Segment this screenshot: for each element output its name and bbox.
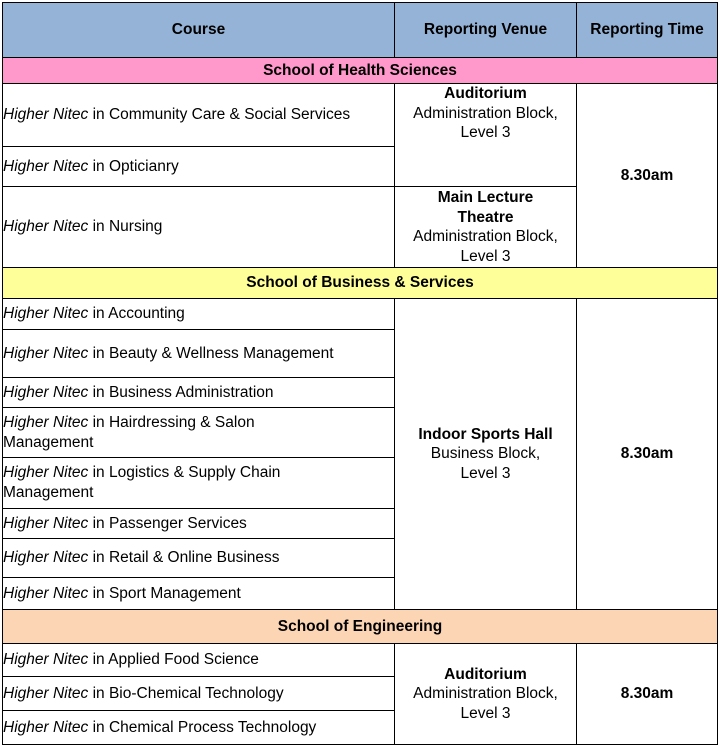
section-row-health [3, 58, 718, 84]
reporting-schedule-table [2, 2, 718, 745]
section-row-business [3, 268, 718, 299]
table-row [3, 84, 718, 147]
time-cell: 8.30am [577, 84, 718, 268]
header-venue: Reporting Venue [395, 3, 577, 58]
table-row [3, 299, 718, 330]
course-cell: Higher Nitec in Retail & Online Business [3, 539, 395, 578]
course-cell: Higher Nitec in Beauty & Wellness Management [3, 330, 395, 378]
section-row-engineering [3, 610, 718, 644]
course-cell: Higher Nitec in Nursing [3, 187, 395, 268]
venue-cell [395, 644, 577, 745]
venue-location: Administration Block, Level 3 [413, 104, 558, 141]
time-cell: 8.30am [577, 644, 718, 745]
section-title-health: School of Health Sciences [3, 58, 718, 84]
table-row [3, 644, 718, 677]
venue-name: Auditorium [444, 665, 527, 683]
course-cell: Higher Nitec in Applied Food Science [3, 644, 395, 677]
time-cell: 8.30am [577, 299, 718, 610]
section-title-business: School of Business & Services [3, 268, 718, 299]
course-cell: Higher Nitec in Hairdressing & Salon Management [3, 408, 395, 458]
venue-name: Indoor Sports Hall [418, 425, 553, 443]
course-cell: Higher Nitec in Bio-Chemical Technology [3, 677, 395, 711]
header-time: Reporting Time [577, 3, 718, 58]
header-row [3, 3, 718, 58]
venue-cell [395, 84, 577, 187]
course-cell: Higher Nitec in Chemical Process Technology [3, 711, 395, 745]
venue-name: Main Lecture Theatre [437, 189, 534, 226]
course-cell: Higher Nitec in Passenger Services [3, 509, 395, 539]
venue-location: Administration Block, Level 3 [413, 685, 558, 722]
course-cell: Higher Nitec in Business Administration [3, 378, 395, 408]
venue-cell [395, 299, 577, 610]
course-cell: Higher Nitec in Opticianry [3, 147, 395, 187]
course-cell: Higher Nitec in Sport Management [3, 578, 395, 610]
venue-location: Business Block, Level 3 [430, 445, 541, 482]
venue-name: Auditorium [444, 85, 527, 102]
header-course: Course [3, 3, 395, 58]
venue-cell [395, 187, 577, 268]
venue-location: Administration Block, Level 3 [413, 228, 558, 265]
course-cell: Higher Nitec in Logistics & Supply Chain Management [3, 458, 395, 509]
section-title-engineering: School of Engineering [3, 610, 718, 644]
course-cell: Higher Nitec in Accounting [3, 299, 395, 330]
course-cell: Higher Nitec in Community Care & Social Services [3, 84, 395, 147]
